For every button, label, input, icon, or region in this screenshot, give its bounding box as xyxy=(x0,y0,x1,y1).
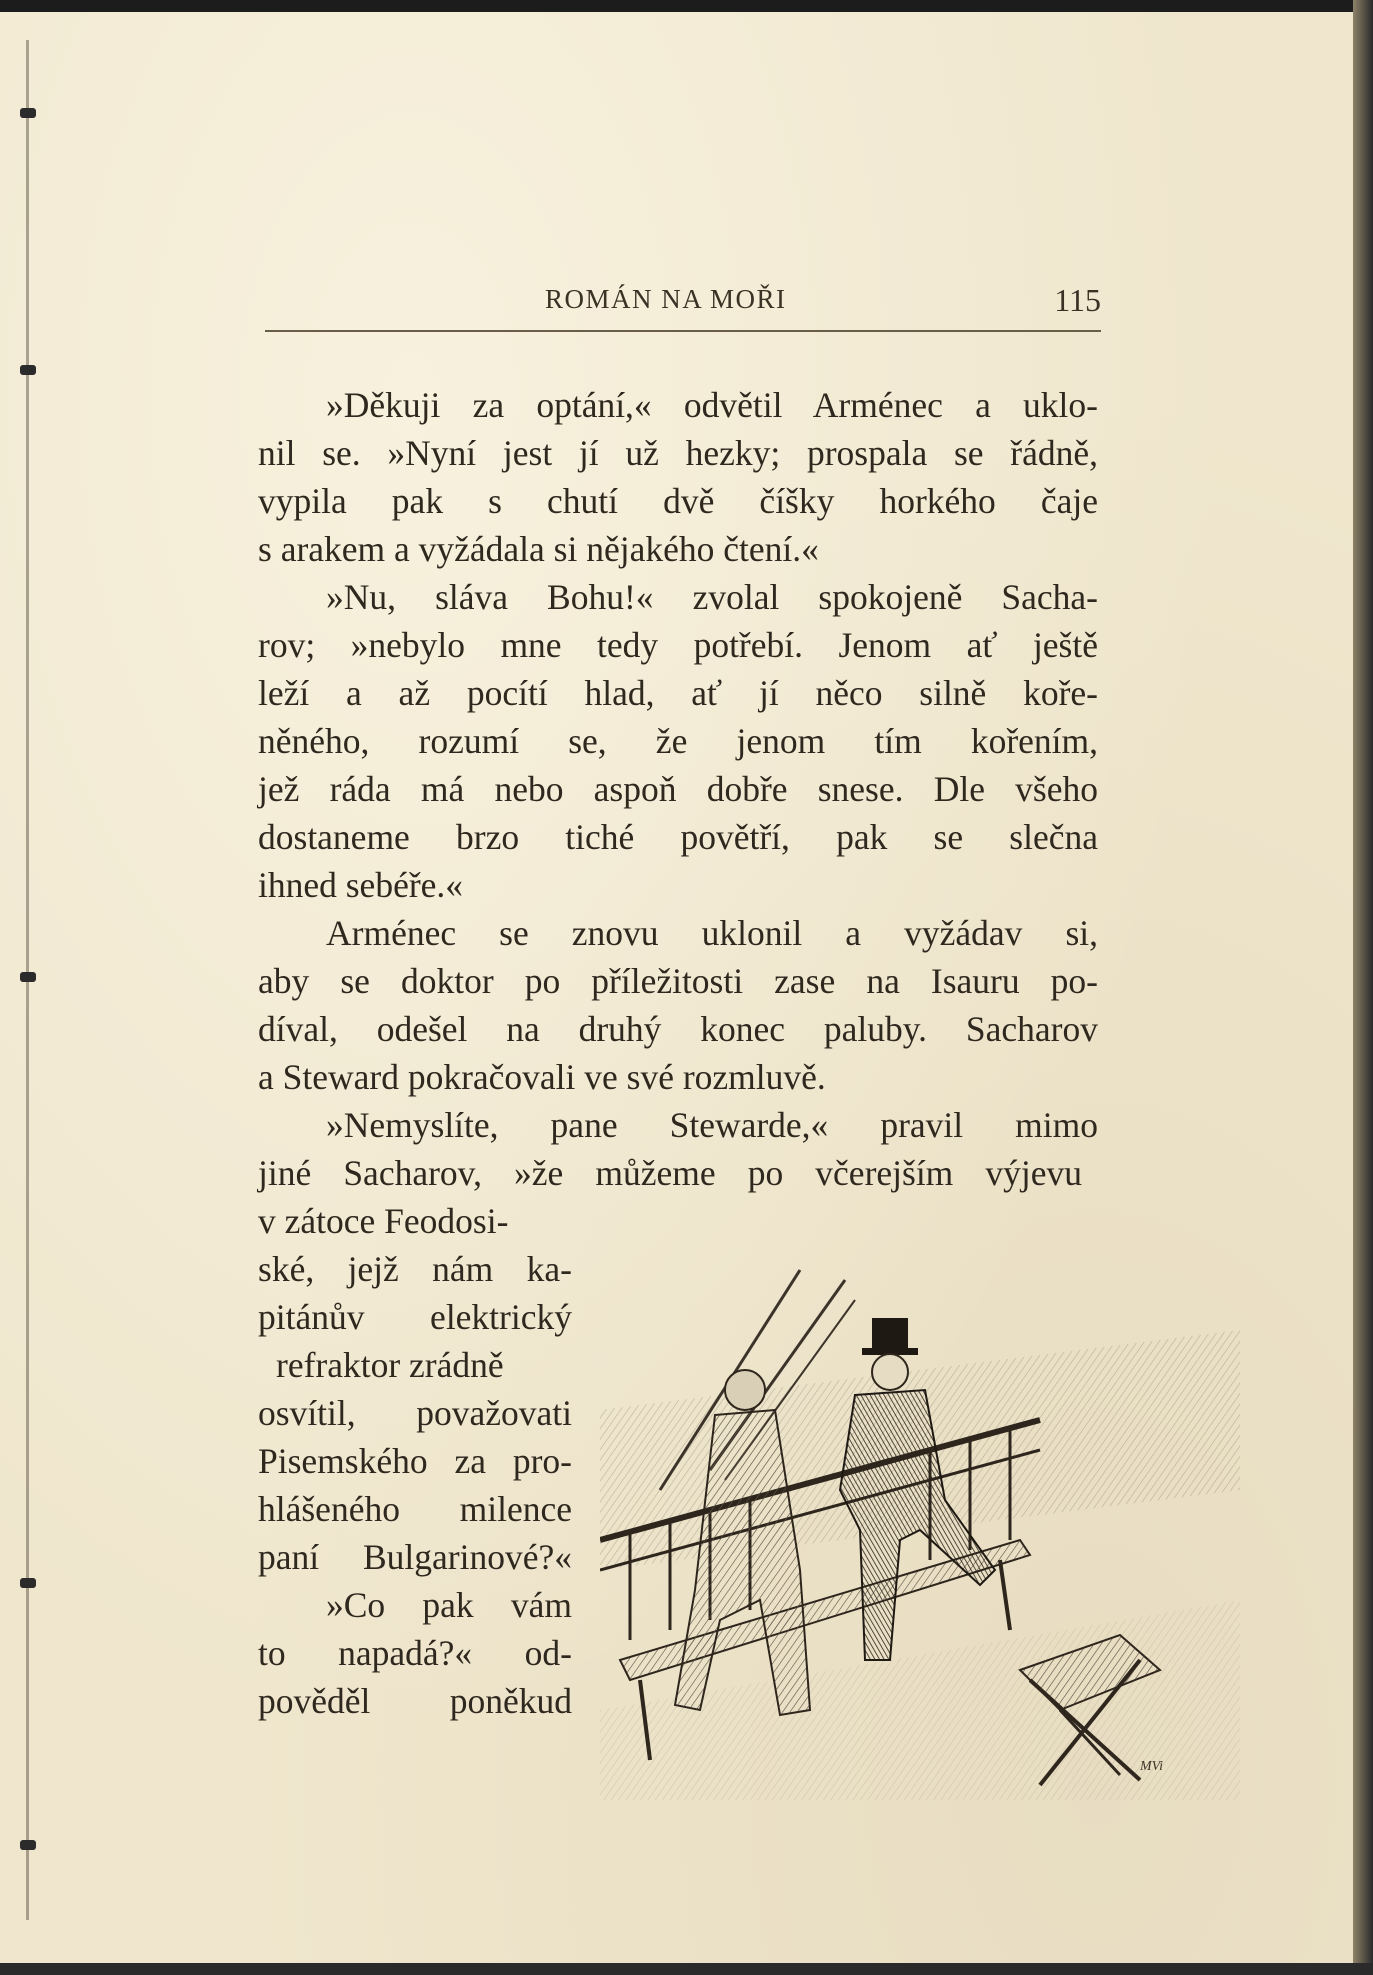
gutter-thread-mark xyxy=(20,365,36,375)
text-line: rov; »nebylo mne tedy potřebí. Jenom ať ještě xyxy=(258,625,1098,665)
text-line: osvítil, považovati xyxy=(258,1393,572,1433)
running-head-title: ROMÁN NA MOŘI xyxy=(545,284,787,314)
text-line: nil se. »Nyní jest jí už hezky; prospala se řádně, xyxy=(258,433,1098,473)
text-line: aby se doktor po příležitosti zase na Isauru po- xyxy=(258,961,1098,1001)
text-line: vypila pak s chutí dvě číšky horkého čaje xyxy=(258,481,1098,521)
text-line: jiné Sacharov, »že můžeme po včerejším výjevu xyxy=(258,1153,1082,1193)
running-head xyxy=(265,270,1101,330)
scan-right-edge xyxy=(1353,0,1373,1975)
text-line: »Děkuji za optání,« odvětil Arménec a uklo- xyxy=(326,385,1098,425)
scan-top-edge xyxy=(0,0,1373,12)
gutter-thread-mark xyxy=(20,108,36,118)
text-line: leží a až pocítí hlad, ať jí něco silně koře- xyxy=(258,673,1098,713)
text-line: dostaneme brzo tiché povětří, pak se slečna xyxy=(258,817,1098,857)
text-line: v zátoce Feodosi- xyxy=(258,1201,509,1241)
text-line: »Nu, sláva Bohu!« zvolal spokojeně Sacha- xyxy=(326,577,1098,617)
illustrator-signature: MVi xyxy=(1140,1759,1164,1774)
text-line: Arménec se znovu uklonil a vyžádav si, xyxy=(326,913,1098,953)
text-line: ihned sebéře.« xyxy=(258,865,464,905)
gutter-thread-mark xyxy=(20,972,36,982)
text-line: paní Bulgarinové?« xyxy=(258,1537,572,1577)
deck-illustration xyxy=(600,1240,1240,1800)
text-line: ské, jejž nám ka- xyxy=(258,1249,572,1289)
gutter-thread-mark xyxy=(20,1840,36,1850)
text-line: pitánův elektrický xyxy=(258,1297,572,1337)
scan-bottom-edge xyxy=(0,1963,1373,1975)
gutter-thread-mark xyxy=(20,1578,36,1588)
text-line: něného, rozumí se, že jenom tím kořením, xyxy=(258,721,1098,761)
page-number: 115 xyxy=(1054,282,1101,318)
text-line: s arakem a vyžádala si nějakého čtení.« xyxy=(258,529,819,569)
text-line: a Steward pokračovali ve své rozmluvě. xyxy=(258,1057,826,1097)
text-line: »Co pak vám xyxy=(326,1585,572,1625)
text-line: díval, odešel na druhý konec paluby. Sacharov xyxy=(258,1009,1098,1049)
text-line: refraktor zrádně xyxy=(276,1345,504,1385)
header-rule xyxy=(265,330,1101,332)
text-line: to napadá?« od- xyxy=(258,1633,572,1673)
bench-leg xyxy=(1000,1560,1010,1630)
text-line: Pisemského za pro- xyxy=(258,1441,572,1481)
text-line: hlášeného milence xyxy=(258,1489,572,1529)
text-line: jež ráda má nebo aspoň dobře snese. Dle všeho xyxy=(258,769,1098,809)
text-line: pověděl poněkud xyxy=(258,1681,572,1721)
text-line: »Nemyslíte, pane Stewarde,« pravil mimo xyxy=(326,1105,1098,1145)
